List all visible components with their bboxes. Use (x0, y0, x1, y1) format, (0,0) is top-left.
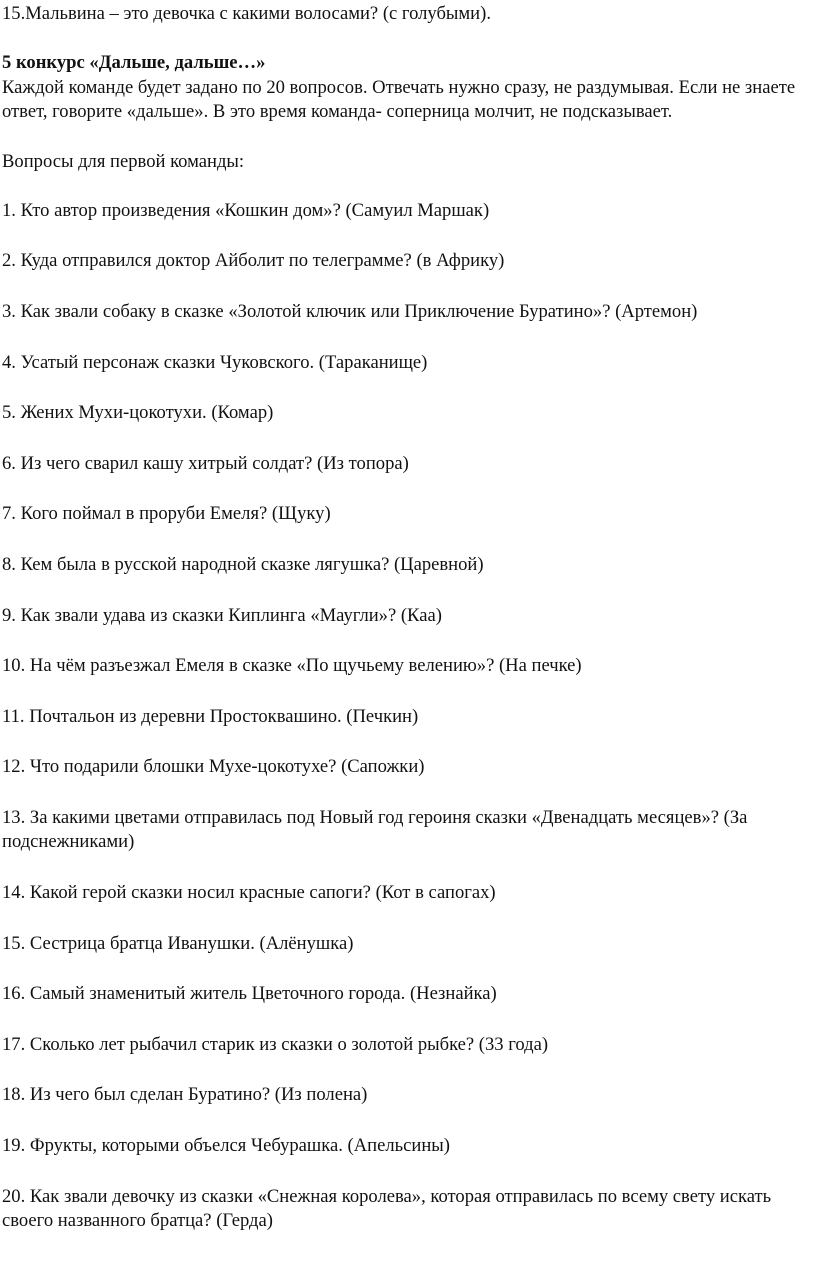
spacer (2, 27, 814, 52)
document-page (2, 2, 814, 1260)
question-item: 16. Самый знаменитый житель Цветочного города. (Незнайка) (2, 983, 497, 1005)
question-item: 20. Как звали девочку из сказки «Снежная королева», которая отправилась по всему свету искать своего названного братца? (Герда) (2, 1185, 772, 1232)
spacer (2, 174, 814, 199)
contest-title: 5 конкурс «Дальше, дальше…» (2, 52, 266, 74)
spacer (2, 125, 814, 150)
intro-line: 15.Мальвина – это девочка с какими волосами? (с голубыми). (2, 3, 491, 24)
section-label: Вопросы для первой команды: (2, 150, 245, 172)
question-item: 7. Кого поймал в проруби Емеля? (Щуку) (2, 503, 331, 525)
question-item: 1. Кто автор произведения «Кошкин дом»? (Самуил Маршак) (2, 199, 490, 221)
question-item: 12. Что подарили блошки Мухе-цокотухе? (Сапожки) (2, 756, 425, 778)
question-item: 5. Жених Мухи-цокотухи. (Комар) (2, 402, 274, 424)
question-item: 15. Сестрица братца Иванушки. (Алёнушка) (2, 932, 354, 954)
question-item: 4. Усатый персонаж сказки Чуковского. (Тараканище) (2, 351, 428, 373)
question-item: 19. Фрукты, которыми объелся Чебурашка. (Апельсины) (2, 1135, 450, 1157)
question-item: 3. Как звали собаку в сказке «Золотой ключик или Приключение Буратино»? (Артемон) (2, 300, 698, 322)
contest-description: Каждой команде будет задано по 20 вопросов. Отвечать нужно сразу, не раздумывая. Если не знаете ответ, говорите «дальше». В это время команда- соперница молчит, не подсказывает. (2, 76, 796, 123)
question-item: 6. Из чего сварил кашу хитрый солдат? (Из топора) (2, 452, 409, 474)
question-item: 2. Куда отправился доктор Айболит по телеграмме? (в Африку) (2, 250, 505, 272)
question-item: 18. Из чего был сделан Буратино? (Из полена) (2, 1084, 368, 1106)
question-item: 10. На чём разъезжал Емеля в сказке «По щучьему велению»? (На печке) (2, 655, 582, 677)
question-item: 8. Кем была в русской народной сказке лягушка? (Царевной) (2, 553, 484, 575)
question-item: 17. Сколько лет рыбачил старик из сказки о золотой рыбке? (33 года) (2, 1033, 549, 1055)
question-item: 14. Какой герой сказки носил красные сапоги? (Кот в сапогах) (2, 882, 496, 904)
question-list (2, 199, 814, 1234)
question-item: 11. Почтальон из деревни Простоквашино. (Печкин) (2, 705, 419, 727)
question-item: 13. За какими цветами отправилась под Новый год героиня сказки «Двенадцать месяцев»? (За подснежниками) (2, 806, 748, 853)
question-item: 9. Как звали удава из сказки Киплинга «Маугли»? (Каа) (2, 604, 442, 626)
